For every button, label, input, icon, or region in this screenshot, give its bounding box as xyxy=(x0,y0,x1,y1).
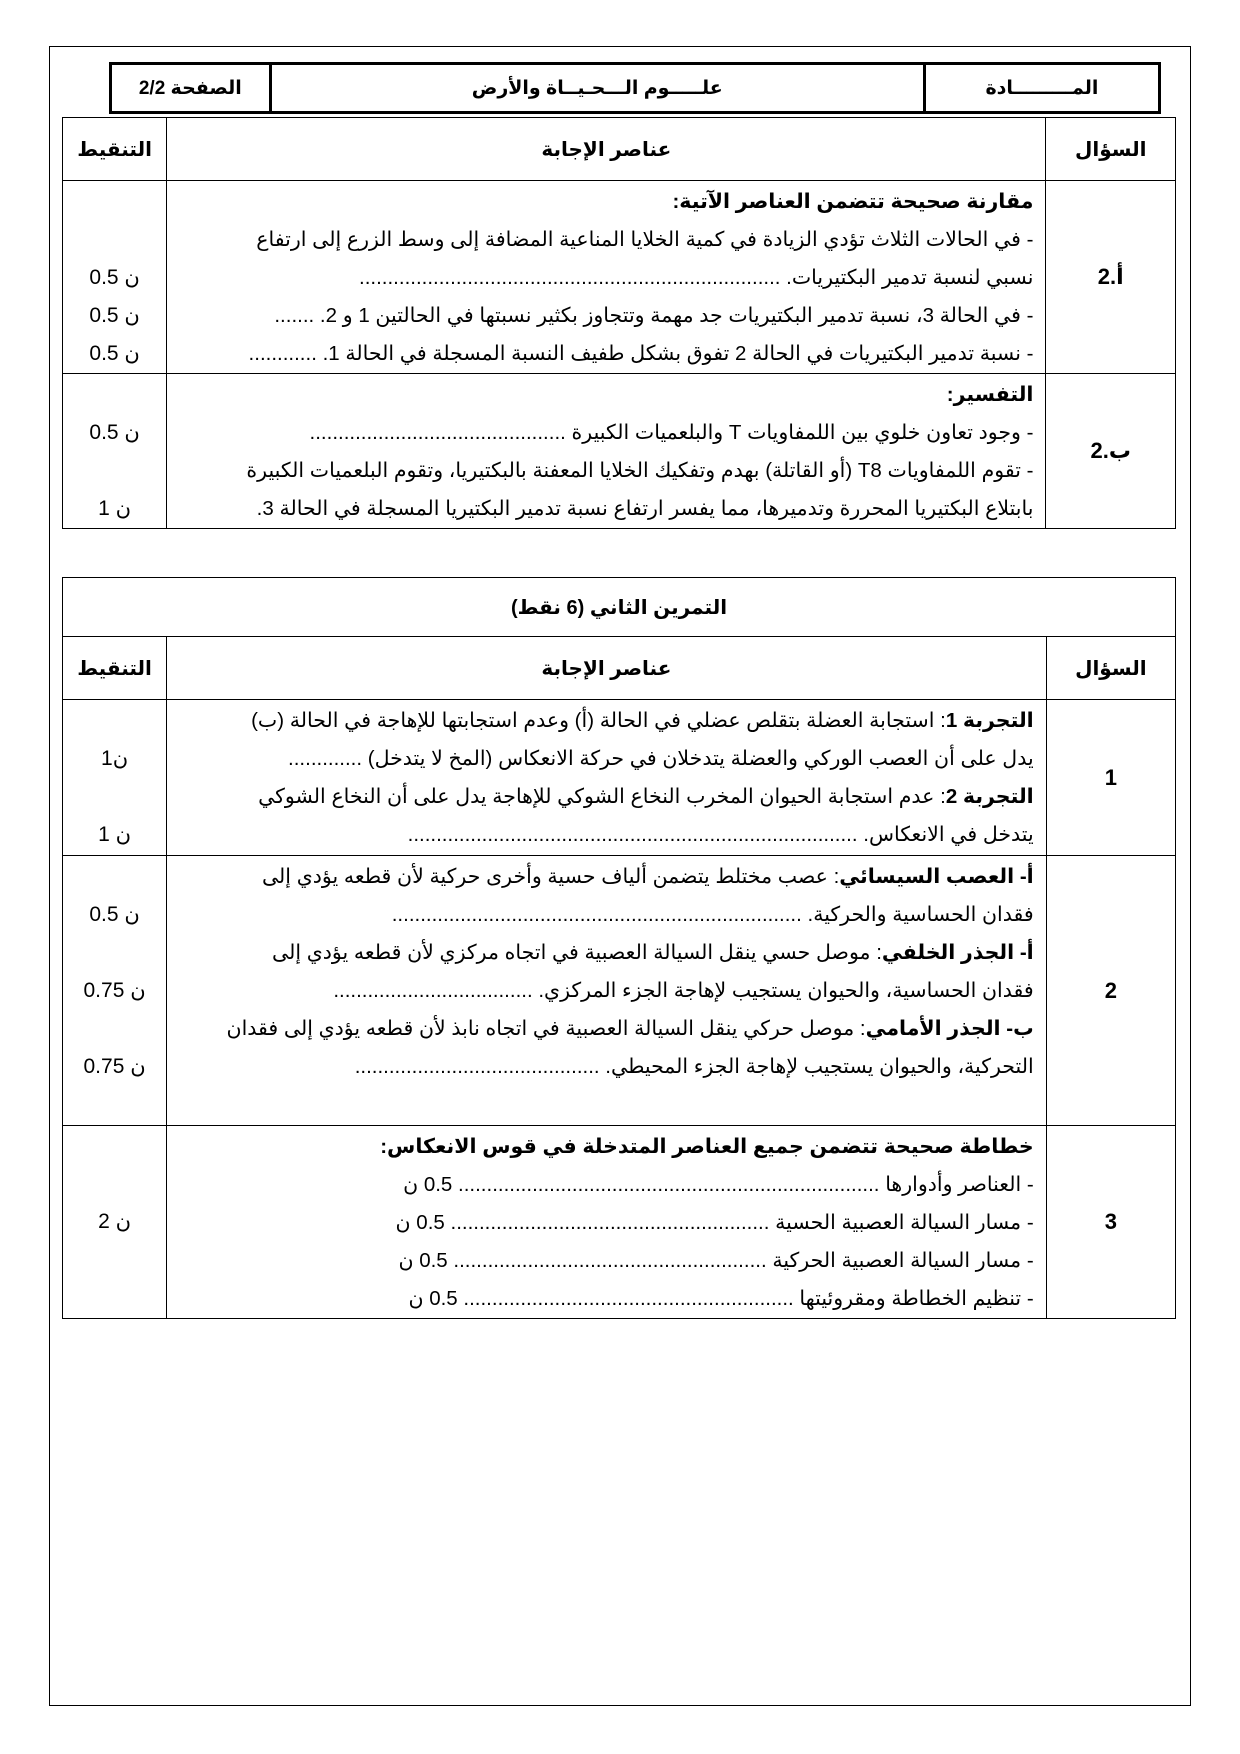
question-number: 2.أ xyxy=(1046,181,1176,374)
page-number: الصفحة 2/2 xyxy=(111,64,271,113)
score-cell: 2 ن xyxy=(63,1126,167,1319)
question-number: 2 xyxy=(1046,856,1175,1126)
table-row xyxy=(63,1126,1176,1319)
header-table xyxy=(109,62,1161,114)
question-number: 2.ب xyxy=(1046,374,1176,529)
table-row xyxy=(63,374,1176,529)
score-cell: 1ن 1 ن xyxy=(63,700,167,856)
subject-name: علـــــوم الـــحـيــاة والأرض xyxy=(270,64,924,113)
subject-label: المـــــــــادة xyxy=(924,64,1159,113)
col-question-header: السؤال xyxy=(1046,637,1175,700)
table-row xyxy=(63,856,1176,1126)
col-question-header: السؤال xyxy=(1046,118,1176,181)
answer-table-1 xyxy=(62,117,1176,529)
table-row xyxy=(63,700,1176,856)
score-cell: 0.5 ن 1 ن xyxy=(63,374,167,529)
col-answer-header: عناصر الإجابة xyxy=(167,637,1047,700)
question-number: 3 xyxy=(1046,1126,1175,1319)
answer-cell: التفسير: - وجود تعاون خلوي بين اللمفاويات T والبلعميات الكبيرة ............................................. - تقوم اللمفاويات T8 (أو القاتلة) بهدم وتفكيك الخلايا المعفنة بالبكتيريا، وتقوم البلعميات الكبيرة بابتلاع البكتيريا المحررة وتدميرها، مما يفسر ارتفاع نسبة تدمير البكتيريا المسجلة في الحالة 3. xyxy=(167,374,1046,529)
col-score-header: التنقيط xyxy=(63,118,167,181)
answer-cell: خطاطة صحيحة تتضمن جميع العناصر المتدخلة في قوس الانعكاس: - العناصر وأدوارها .......................................................................... 0.5 ن - مسار السيالة العصبية الحسية ........................................................ 0.5 ن - مسار السيالة العصبية الحركية ....................................................... 0.5 ن - تنظيم الخطاطة ومقروئيتها .......................................................... 0.5 ن xyxy=(167,1126,1047,1319)
score-cell: 0.5 ن 0.75 ن 0.75 ن xyxy=(63,856,167,1126)
answer-cell: التجربة 1: استجابة العضلة بتقلص عضلي في الحالة (أ) وعدم استجابتها للإهاجة في الحالة (ب) يدل على أن العصب الوركي والعضلة يتدخلان في حركة الانعكاس (المخ لا يتدخل) ............. التجربة 2: عدم استجابة الحيوان المخرب النخاع الشوكي للإهاجة يدل على أن النخاع الشوكي يتدخل في الانعكاس. ............................................................................... xyxy=(167,700,1047,856)
answer-cell: مقارنة صحيحة تتضمن العناصر الآتية: - في الحالات الثلاث تؤدي الزيادة في كمية الخلايا المناعية المضافة إلى وسط الزرع إلى ارتفاع نسبي لنسبة تدمير البكتيريات. .......................................................................... - في الحالة 3، نسبة تدمير البكتيريات جد مهمة وتتجاوز بكثير نسبتها في الحالتين 1 و 2. ....... - نسبة تدمير البكتيريات في الحالة 2 تفوق بشكل طفيف النسبة المسجلة في الحالة 1. ............ xyxy=(167,181,1046,374)
col-answer-header: عناصر الإجابة xyxy=(167,118,1046,181)
score-cell: 0.5 ن 0.5 ن 0.5 ن xyxy=(63,181,167,374)
table-row xyxy=(63,181,1176,374)
answer-cell: أ- العصب السيسائي: عصب مختلط يتضمن ألياف حسية وأخرى حركية لأن قطعه يؤدي إلى فقدان الحساسية والحركية. ........................................................................ أ- الجذر الخلفي: موصل حسي ينقل السيالة العصبية في اتجاه مركزي لأن قطعه يؤدي إلى فقدان الحساسية، والحيوان يستجيب لإهاجة الجزء المركزي. ................................... ب- الجذر الأمامي: موصل حركي ينقل السيالة العصبية في اتجاه نابذ لأن قطعه يؤدي إلى فقدان التحركية، والحيوان يستجيب لإهاجة الجزء المحيطي. ........................................... xyxy=(167,856,1047,1126)
question-number: 1 xyxy=(1046,700,1175,856)
answer-table-2 xyxy=(62,577,1176,1319)
col-score-header: التنقيط xyxy=(63,637,167,700)
exercise-title: التمرين الثاني (6 نقط) xyxy=(63,578,1176,637)
